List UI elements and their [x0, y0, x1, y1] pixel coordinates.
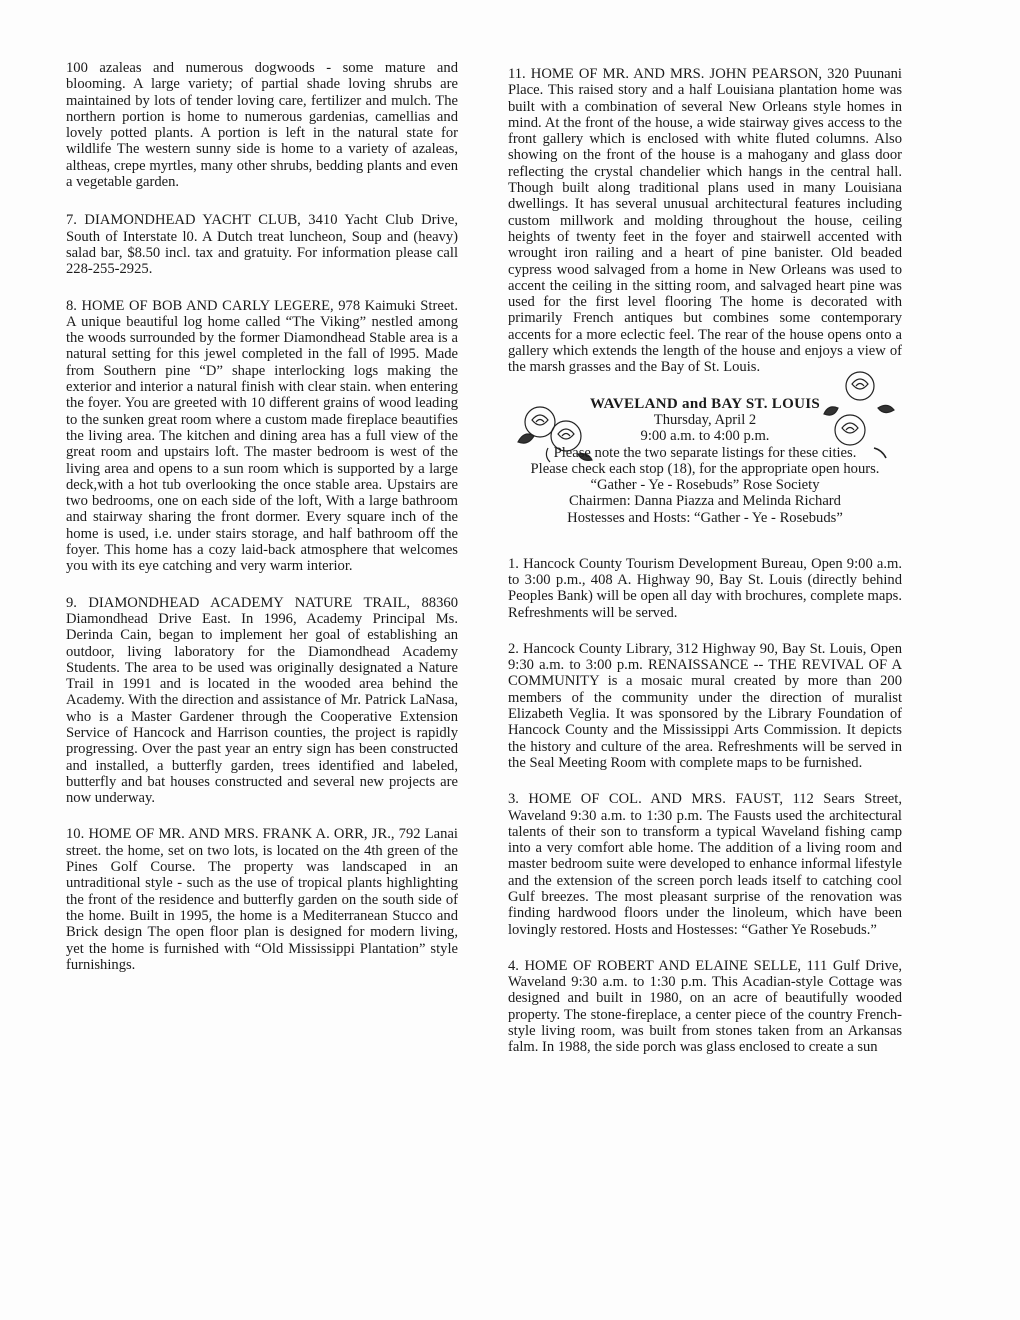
- stop-4-selle-home: 4. HOME OF ROBERT AND ELAINE SELLE, 111 Gulf Drive, Waveland 9:30 a.m. to 1:30 p.m. This Acadian-style Cottage was designed and built in 1980, on an acre of beautifully wooded property. The stone-fireplace, a center piece of the country French-style living room, was built from stones taken from an Arkansas falm. In 1988, the side porch was glass enclosed to create a sun: [508, 957, 902, 1056]
- stop-11-pearson-home: 11. HOME OF MR. AND MRS. JOHN PEARSON, 320 Puunani Place. This raised story and a half Louisiana plantation home was built with a combination of several New Orleans style homes in mind. At the front of the house, a wide stairway gives access to the front gallery which is enclosed with white fluted columns. Also showing on the front of the house is a mahogany and glass door reflecting the crystal chandelier which hangs in the central hall. Though built along traditional plans used in many Louisiana dwellings. It has several unusual architectural features including custom millwork and molding throughout the house, ceiling heights of twenty feet in the foyer and stairwell accented with wrought iron railing and a heart of pine banister. Old beaded cypress wood salvaged from a home in New Orleans was used to accent the ceiling in the sitting room, and salvaged heart pine was used for the first level flooring The home is decorated with primarily French antiques but combines some contemporary accents for a more eclectic feel. The rear of the house opens onto a gallery which extends the length of the house and enjoys a view of the marsh grasses and the Bay of St. Louis.: [508, 66, 902, 376]
- banner-note-listings: Please note the two separate listings for these cities.: [553, 444, 857, 461]
- banner-note-hours: Please check each stop (18), for the appropriate open hours.: [530, 460, 880, 477]
- stop-1-tourism-bureau: 1. Hancock County Tourism Development Bureau, Open 9:00 a.m. to 3:00 p.m., 408 A. Highway 90, Bay St. Louis (directly behind Peoples Bank) will be open all day with brochures, complete maps. Refreshments will be served.: [508, 555, 902, 621]
- banner-date: Thursday, April 2: [653, 411, 757, 428]
- stop-8-legere-home: 8. HOME OF BOB AND CARLY LEGERE, 978 Kaimuki Street. A unique beautiful log home called “The Viking” nestled among the woods surrounded by the former Diamondhead Stable area is a natural setting for this jewel completed in the fall of l995. Made from Southern pine “D” shape interlocking logs making the exterior and interior a natural finish with clear stain. when entering the foyer. You are greeted with 10 different grains of wood leading to the sunken great room where a custom made fireplace beautifies the living area. The kitchen and dining area has a full view of the great room and upstairs loft. The master bedroom is west of the living area and opens to a sun room which is supported by a large deck,with a hot tub overlooking the once stable area. Upstairs are two bedrooms, one on each side of the loft, With a large bathroom and stairway sharing the front dormer. Every square inch of the home is used, i.e. under stairs storage, and half bathroom off the foyer. This home has a cozy laid-back atmosphere that welcomes you with its eye catching and very warm interior.: [66, 297, 458, 575]
- banner-society: “Gather - Ye - Rosebuds” Rose Society: [590, 477, 820, 494]
- stop-10-orr-home: 10. HOME OF MR. AND MRS. FRANK A. ORR, JR., 792 Lanai street. the home, set on two lots, is located on the 4th green of the Pines Golf Course. The property was landscaped in an untraditional style - such as the use of tropical plants highlighting the front of the residence and butterfly garden on the south side of the home. Built in 1995, the home is a Mediterranean Stucco and Brick design The open floor plan is designed for modern living, yet the home is furnished with “Old Mississippi Plantation” style furnishings.: [66, 826, 458, 973]
- left-column: [66, 60, 458, 993]
- stop-2-county-library: 2. Hancock County Library, 312 Highway 90, Bay St. Louis, Open 9:30 a.m. to 3:00 p.m. RENAISSANCE -- THE REVIVAL OF A COMMUNITY is a mosaic mural created by more than 200 members of the community under the direction of muralist Elizabeth Veglia. It was sponsored by the Library Foundation of Hancock County and the Mississippi Arts Commission. It depicts the history and culture of the area. Refreshments will be served in the Seal Meeting Room with complete maps to be furnished.: [508, 640, 902, 771]
- paragraph-garden-continued: 100 azaleas and numerous dogwoods - some mature and blooming. A large variety; of partial shade loving shrubs are maintained by lots of tender loving care, fertilizer and mulch. The northern portion is home to numerous gardenias, camellias and lovely potted plants. A portion is left in the natural state for wildlife The western sunny side is home to a variety of azaleas, altheas, crepe myrtles, many other shrubs, bedding plants and even a vegetable garden.: [66, 60, 458, 191]
- stop-9-nature-trail: 9. DIAMONDHEAD ACADEMY NATURE TRAIL, 88360 Diamondhead Drive East. In 1996, Academy Principal Ms. Derinda Cain, began to implement her goal of establishing an outdoor, living laboratory for the Diamondhead Academy Students. The area to be used was originally designated a Nature Trail in 1991 and is located in the wooded area behind the Academy. With the direction and assistance of Mr. Patrick LaNasa, who is a Master Gardener through the Cooperative Extension Service of Hancock and Harrison counties, the project is rapidly progressing. Over the past year an entry sign has been constructed and installed, a butterfly garden, trees identified and labeled, butterfly and bat houses constructed and several new projects are now underway.: [66, 594, 458, 807]
- stop-7-yacht-club: 7. DIAMONDHEAD YACHT CLUB, 3410 Yacht Club Drive, South of Interstate l0. A Dutch treat luncheon, Soup and (heavy) salad bar, $8.50 incl. tax and gratuity. For information please call 228-255-2925.: [66, 212, 458, 278]
- waveland-section-banner: [508, 396, 902, 546]
- banner-chairmen: Chairmen: Danna Piazza and Melinda Richard: [569, 493, 841, 510]
- banner-hours: 9:00 a.m. to 4:00 p.m.: [640, 428, 770, 445]
- stop-3-faust-home: 3. HOME OF COL. AND MRS. FAUST, 112 Sears Street, Waveland 9:30 a.m. to 1:30 p.m. The Fausts used the architectural talents of their son to transform a typical Waveland fishing camp into a very comfort able home. The addition of a living room and master bedroom suite were developed to enhance informal lifestyle and the extension of the screen porch leads itself to catching cool Gulf breezes. The most pleasant surprise of the renovation was finding hardwood floors under the linoleum, which have been lovingly restored. Hosts and Hostesses: “Gather Ye Rosebuds.”: [508, 791, 902, 938]
- banner-hosts: Hostesses and Hosts: “Gather - Ye - Rosebuds”: [567, 509, 843, 526]
- right-column: [508, 66, 902, 1076]
- banner-title: WAVELAND and BAY ST. LOUIS: [590, 395, 820, 412]
- banner-text: [508, 396, 902, 526]
